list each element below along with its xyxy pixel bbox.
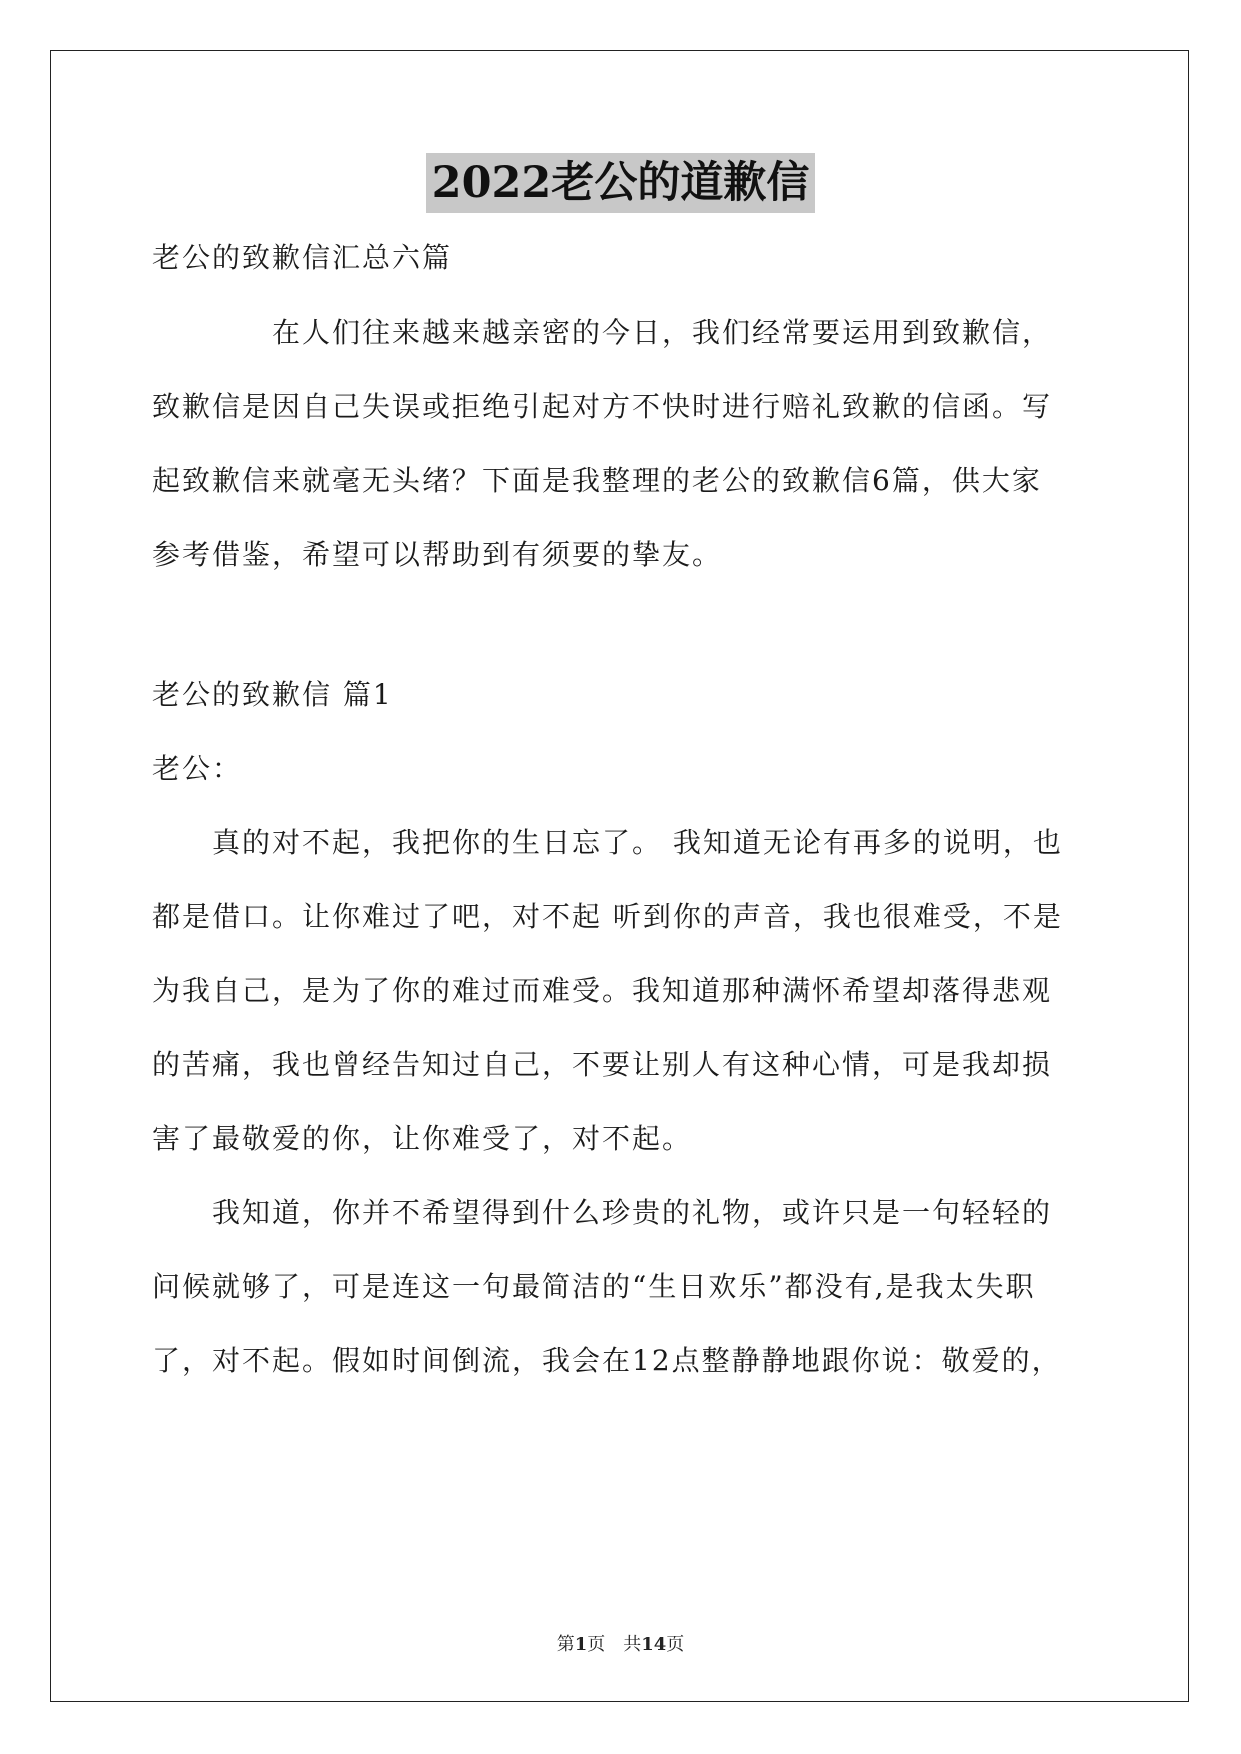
- footer-prefix: 第: [556, 1634, 575, 1655]
- footer-total-pages: 14: [641, 1634, 667, 1655]
- paragraph-line: 害了最敬爱的你，让你难受了，对不起。: [152, 1122, 693, 1155]
- paragraph-line: 真的对不起，我把你的生日忘了。 我知道无论有再多的说明，也: [212, 826, 1063, 859]
- section-heading: 老公的致歉信 篇1: [152, 678, 393, 711]
- page-footer: [0, 1630, 1241, 1656]
- subtitle: 老公的致歉信汇总六篇: [152, 241, 453, 274]
- page-frame: [50, 50, 1189, 1702]
- intro-line: 起致歉信来就毫无头绪？下面是我整理的老公的致歉信6篇，供大家: [152, 464, 1042, 497]
- salutation: 老公：: [152, 752, 243, 785]
- title-text: 2022老公的道歉信: [426, 153, 816, 213]
- footer-suffix: 页: [666, 1634, 685, 1655]
- footer-mid: 页 共: [587, 1634, 642, 1655]
- intro-line: 在人们往来越来越亲密的今日，我们经常要运用到致歉信，: [272, 316, 1053, 349]
- paragraph-line: 我知道，你并不希望得到什么珍贵的礼物，或许只是一句轻轻的: [212, 1196, 1053, 1229]
- paragraph-line: 的苦痛，我也曾经告知过自己，不要让别人有这种心情，可是我却损: [152, 1048, 1053, 1081]
- paragraph-line: 都是借口。让你难过了吧，对不起 听到你的声音，我也很难受，不是: [152, 900, 1063, 933]
- paragraph-line: 问候就够了，可是连这一句最简洁的“生日欢乐”都没有,是我太失职: [152, 1270, 1036, 1303]
- paragraph-line: 了，对不起。假如时间倒流，我会在12点整静静地跟你说：敬爱的，: [152, 1344, 1062, 1377]
- paragraph-line: 为我自己，是为了你的难过而难受。我知道那种满怀希望却落得悲观: [152, 974, 1053, 1007]
- intro-line: 致歉信是因自己失误或拒绝引起对方不快时进行赔礼致歉的信函。写: [152, 390, 1053, 423]
- footer-current-page: 1: [574, 1634, 588, 1655]
- document-title: [0, 153, 1241, 213]
- intro-line: 参考借鉴，希望可以帮助到有须要的挚友。: [152, 538, 723, 571]
